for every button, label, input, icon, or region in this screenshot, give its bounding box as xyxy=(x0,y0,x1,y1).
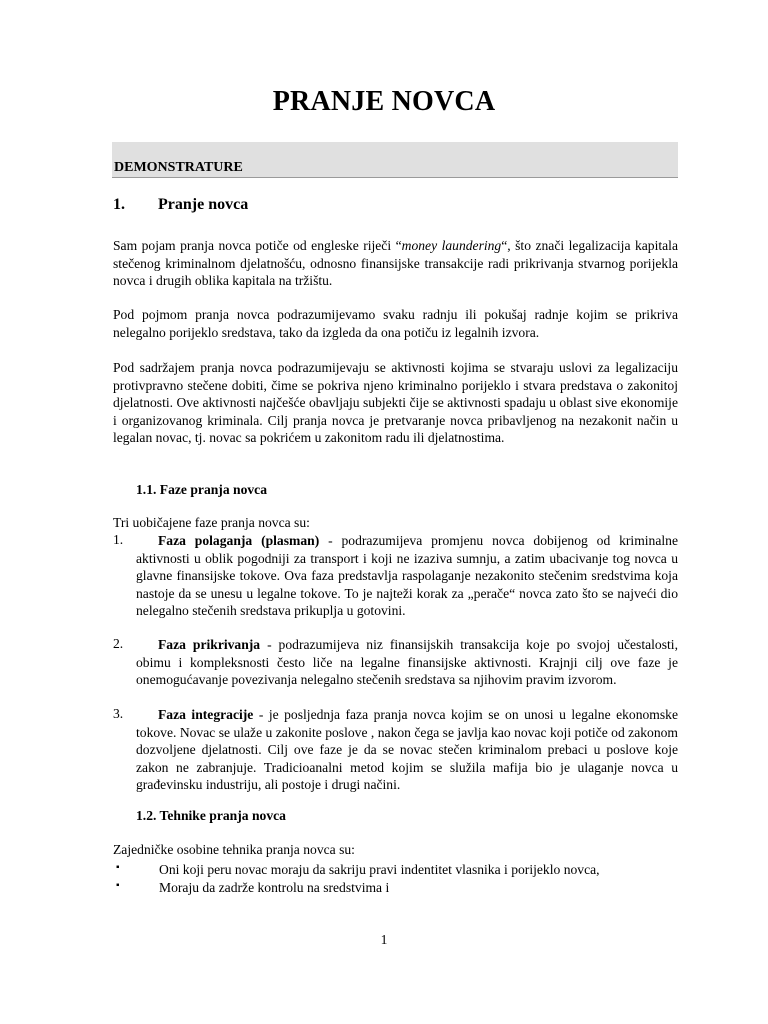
technique-item-1 xyxy=(113,862,678,878)
paragraph-1-before: Sam pojam pranja novca potiče od engleske riječi “ xyxy=(113,238,402,253)
paragraph-1-italic: money laundering xyxy=(401,238,502,253)
phase-term: Faza polaganja (plasman) xyxy=(158,533,320,548)
heading-1-1: 1.1. Faze pranja novca xyxy=(136,482,268,497)
list-marker: 3. xyxy=(113,706,124,721)
phase-item-1 xyxy=(113,532,678,620)
phase-text: - podrazumijeva niz finansijskih transakcija koje po svojoj učestalosti, obimu i kompleksnosti često liče na legalne finansijske aktivnosti. Krajnji cilj ove faze je onemogućavanje povezivanja nelegalno stečenih sredstava sa njihovim pravim izvorom. xyxy=(136,637,678,687)
phase-text: - podrazumijeva promjenu novca dobijenog od kriminalne aktivnosti u oblik pogodniji za transport i koji ne izaziva sumnju, a zatim ubacivanje tog novca u glavne finansijske tokove. Ova faza predstavlja raspolaganje nezakonito stečenim sredstvima koja nastoje da se unesu u legalne tokove. To je najteži korak za „perače“ novca zato što se najveći dio nelegalno stečenih sredstava prikuplja u gotovini. xyxy=(136,533,678,618)
phase-item-3 xyxy=(113,706,678,794)
heading-1-number: 1. xyxy=(113,196,125,213)
list-marker: 2. xyxy=(113,636,124,651)
section-header-label: DEMONSTRATURE xyxy=(114,160,243,175)
heading-1-text: Pranje novca xyxy=(158,196,249,213)
bullet-marker: ▪ xyxy=(116,880,120,891)
bullet-marker: ▪ xyxy=(116,862,120,873)
heading-1-2: 1.2. Tehnike pranja novca xyxy=(136,808,286,823)
heading-1 xyxy=(113,196,248,214)
phase-text: - je posljednja faza pranja novca kojim se on unosi u legalne ekonomske tokove. Novac se ulaže u zakonite poslove , nakon čega se javlja kao novac koji potiče od zakonom dozvoljene djelatnosti. Cilj ove faze je da se novac stečen kriminalom prebaci u poslove koje zakon ne zabranjuje. Tradicioanalni metod kojim se služila mafija bio je ulaganje novca u građevinsku industriju, ali postoje i drugi načini. xyxy=(136,707,679,792)
list-marker: 1. xyxy=(113,532,124,547)
technique-item-2 xyxy=(113,880,678,896)
page-number: 1 xyxy=(380,932,388,947)
phase-item-2 xyxy=(113,636,678,689)
section-header-bar xyxy=(112,142,678,178)
technique-text: Moraju da zadrže kontrolu na sredstvima i xyxy=(159,880,390,895)
techniques-intro: Zajedničke osobine tehnika pranja novca su: xyxy=(113,842,355,857)
paragraph-1 xyxy=(113,237,678,290)
paragraph-2: Pod pojmom pranja novca podrazumijevamo svaku radnju ili pokušaj radnje kojim se prikriva nelegalno porijeklo sredstava, tako da izgleda da ona potiču iz legalnih izvora. xyxy=(113,307,678,340)
phase-term: Faza integracije xyxy=(158,707,254,722)
phase-term: Faza prikrivanja xyxy=(158,637,261,652)
document-title: PRANJE NOVCA xyxy=(272,86,496,117)
technique-text: Oni koji peru novac moraju da sakriju pravi indentitet vlasnika i porijeklo novca, xyxy=(159,862,600,877)
paragraph-1-after: “, što znači legalizacija kapitala stečenog kriminalnom djelatnošću, odnosno finansijske transakcije radi prikrivanja stvarnog porijekla novca i drugih oblika kapitala na tržištu. xyxy=(113,238,678,288)
phases-intro: Tri uobičajene faze pranja novca su: xyxy=(113,515,310,530)
paragraph-3: Pod sadržajem pranja novca podrazumijevaju se aktivnosti kojima se stvaraju uslovi za legalizaciju protivpravno stečene dobiti, čime se pokriva njeno kriminalno porijeklo i stvara predstava o zakonitoj djelatnosti. Ove aktivnosti najčešće obavljaju subjekti čije se aktivnosti spadaju u oblast sive ekonomije i organizovanog kriminala. Cilj pranja novca je pretvaranje novca pribavljenog na nezakonit način u legalan novac, tj. novac sa pokrićem u zakonitom radu ili djelatnostima. xyxy=(113,360,678,445)
